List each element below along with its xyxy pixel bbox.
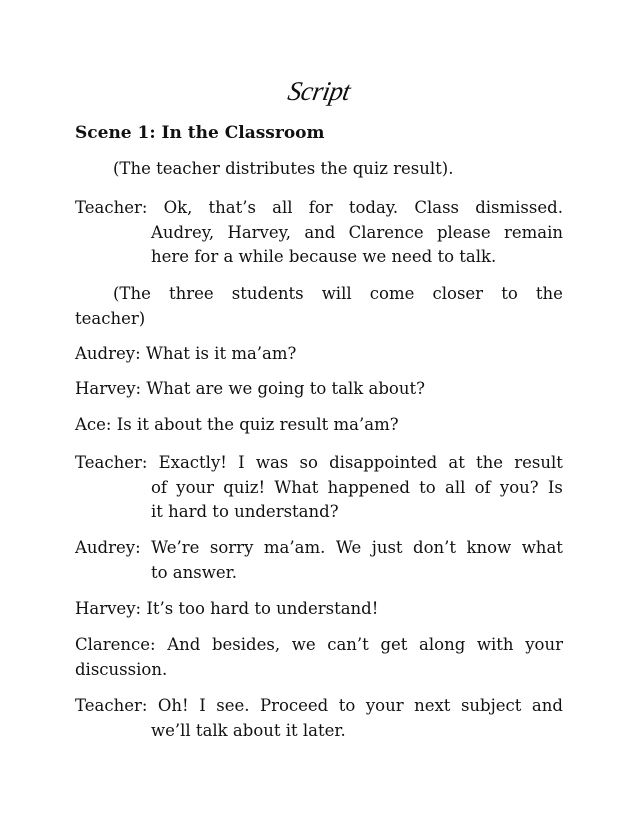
word: of [474, 477, 491, 497]
word: Exactly! [158, 453, 227, 472]
word: please [436, 222, 491, 242]
direction-text: (The teacher distributes the quiz result). [113, 159, 454, 178]
dialogue-line [75, 476, 563, 501]
word: (The [113, 284, 151, 303]
word: today. [348, 198, 399, 217]
dialogue-teacher [75, 694, 563, 743]
word: come [369, 284, 415, 303]
stage-direction [75, 157, 563, 182]
word: and [531, 696, 563, 715]
word: your [525, 635, 563, 654]
word: and [304, 222, 336, 242]
word: Teacher: [75, 696, 148, 715]
word: Proceed [259, 696, 329, 715]
word: at [448, 453, 465, 472]
dialogue-audrey [75, 342, 563, 367]
dialogue-clarence [75, 633, 563, 682]
word: What [274, 477, 319, 497]
scene-heading: Scene 1: In the Classroom [75, 123, 325, 143]
word: Ok, [163, 198, 193, 217]
word: you? [499, 477, 539, 497]
word: We’re [151, 538, 200, 557]
dialogue-harvey [75, 597, 563, 622]
word: Audrey: [75, 538, 141, 557]
word: Clarence: [75, 635, 156, 654]
dialogue-audrey [75, 536, 563, 585]
word: with [476, 635, 514, 654]
word: what [521, 538, 563, 557]
word: happened [327, 477, 410, 497]
word: your [365, 696, 404, 715]
word: that’s [208, 198, 256, 217]
word: Oh! [157, 696, 189, 715]
word: Teacher: [75, 453, 148, 472]
dialogue-line: Harvey: What are we going to talk about? [75, 379, 425, 398]
dialogue-line: it hard to understand? [151, 502, 339, 521]
dialogue-line: we’ll talk about it later. [151, 720, 346, 740]
stage-direction [75, 282, 563, 331]
word: for [308, 198, 333, 217]
word: Audrey, [151, 222, 215, 242]
dialogue-line: to answer. [151, 562, 237, 582]
word: I [199, 696, 206, 715]
word: see. [216, 696, 250, 715]
word: remain [503, 222, 563, 242]
word: subject [460, 696, 522, 715]
dialogue-harvey [75, 377, 563, 402]
word: was [255, 453, 289, 472]
word: Class [414, 198, 460, 217]
word: besides, [211, 635, 281, 654]
dialogue-line: Audrey: What is it ma’am? [75, 344, 297, 363]
word: so [299, 453, 318, 472]
word: can’t [327, 635, 369, 654]
word: your [176, 477, 215, 497]
page-title: Script [285, 76, 353, 106]
dialogue-line [75, 451, 563, 476]
word: closer [432, 284, 484, 303]
word: Clarence [348, 222, 424, 242]
dialogue-line [75, 536, 563, 561]
word: don’t [413, 538, 457, 557]
dialogue-teacher [75, 196, 563, 270]
dialogue-line [75, 196, 563, 221]
word: students [231, 284, 304, 303]
word: result [514, 453, 563, 472]
word: will [321, 284, 352, 303]
dialogue-line [75, 221, 563, 246]
word: next [414, 696, 451, 715]
dialogue-teacher [75, 451, 563, 525]
word: sorry [209, 538, 254, 557]
dialogue-ace [75, 413, 563, 438]
word: I [238, 453, 245, 472]
word: of [151, 477, 168, 497]
dialogue-line: Harvey: It’s too hard to understand! [75, 599, 379, 618]
word: disappointed [329, 453, 438, 472]
word: get [380, 635, 408, 654]
word: to [501, 284, 518, 303]
word: We [335, 538, 362, 557]
word: Teacher: [75, 198, 148, 217]
word: ma’am. [263, 538, 326, 557]
word: three [168, 284, 214, 303]
word: the [535, 284, 563, 303]
word: all [444, 477, 466, 497]
dialogue-line: discussion. [75, 659, 168, 679]
word: along [419, 635, 466, 654]
dialogue-line [75, 633, 563, 658]
word: to [419, 477, 436, 497]
word: quiz! [223, 477, 266, 497]
word: just [371, 538, 403, 557]
direction-text: teacher) [75, 308, 146, 328]
word: dismissed. [475, 198, 563, 217]
word: And [167, 635, 201, 654]
word: to [338, 696, 356, 715]
dialogue-line: here for a while because we need to talk. [151, 247, 497, 266]
dialogue-line [75, 694, 563, 719]
word: Harvey, [227, 222, 292, 242]
word: Is [547, 477, 563, 497]
word: know [466, 538, 512, 557]
word: the [476, 453, 504, 472]
direction-text [75, 282, 563, 307]
dialogue-line: Ace: Is it about the quiz result ma’am? [75, 415, 399, 434]
word: we [291, 635, 316, 654]
word: all [272, 198, 293, 217]
